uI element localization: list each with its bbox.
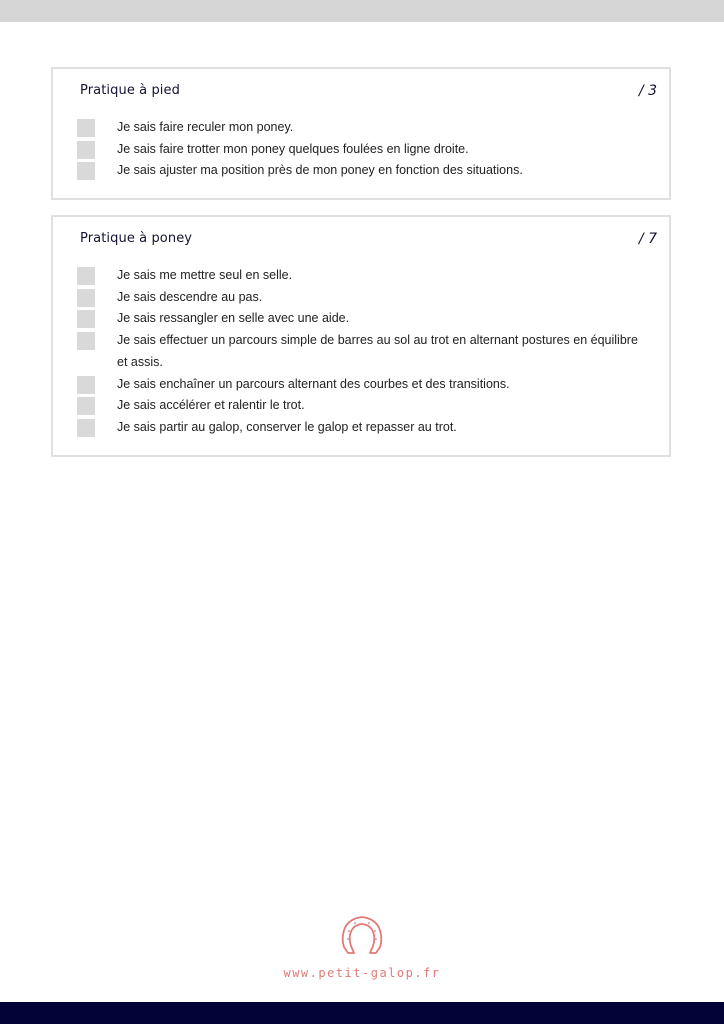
checklist-item	[77, 139, 649, 161]
checkbox[interactable]	[77, 267, 95, 285]
item-label: Je sais ressangler en selle avec une aide.	[117, 311, 350, 326]
checkbox[interactable]	[77, 310, 95, 328]
checkbox[interactable]	[77, 332, 95, 350]
item-label: Je sais accélérer et ralentir le trot.	[117, 398, 305, 413]
footer-url-link[interactable]: www.petit-galop.fr	[283, 966, 441, 980]
section-score: / 3	[638, 83, 657, 99]
item-label: Je sais ajuster ma position près de mon poney en fonction des situations.	[117, 163, 523, 178]
checklist-item	[77, 287, 649, 309]
checkbox[interactable]	[77, 289, 95, 307]
top-bar	[0, 0, 724, 22]
section-title: Pratique à pied	[80, 83, 180, 98]
checkbox[interactable]	[77, 162, 95, 180]
checkbox[interactable]	[77, 119, 95, 137]
section-pratique-a-poney	[51, 215, 671, 457]
checklist-item	[77, 117, 649, 139]
section-score: / 7	[638, 231, 657, 247]
section-pratique-a-pied	[51, 67, 671, 200]
checklist	[77, 117, 649, 182]
horseshoe-icon	[340, 913, 384, 959]
checklist-item	[77, 417, 649, 439]
checklist-item	[77, 160, 649, 182]
checklist-item	[77, 395, 649, 417]
item-label: Je sais partir au galop, conserver le galop et repasser au trot.	[117, 419, 457, 434]
checklist	[77, 265, 649, 439]
checkbox[interactable]	[77, 419, 95, 437]
item-label: Je sais descendre au pas.	[117, 289, 263, 304]
checklist-item	[77, 265, 649, 287]
item-label: Je sais faire reculer mon poney.	[117, 120, 294, 134]
checklist-item	[77, 330, 649, 373]
checkbox[interactable]	[77, 397, 95, 415]
section-title: Pratique à poney	[80, 231, 193, 246]
checklist-item	[77, 308, 649, 330]
item-label: Je sais faire trotter mon poney quelques foulées en ligne droite.	[117, 141, 469, 156]
item-label: Je sais me mettre seul en selle.	[117, 268, 293, 282]
checklist-item	[77, 374, 649, 396]
item-label: Je sais enchaîner un parcours alternant des courbes et des transitions.	[117, 376, 510, 391]
checkbox[interactable]	[77, 376, 95, 394]
checkbox[interactable]	[77, 141, 95, 159]
item-label: Je sais effectuer un parcours simple de barres au sol au trot en alternant postures en équilibre et assis.	[117, 333, 638, 369]
bottom-bar	[0, 1002, 724, 1024]
